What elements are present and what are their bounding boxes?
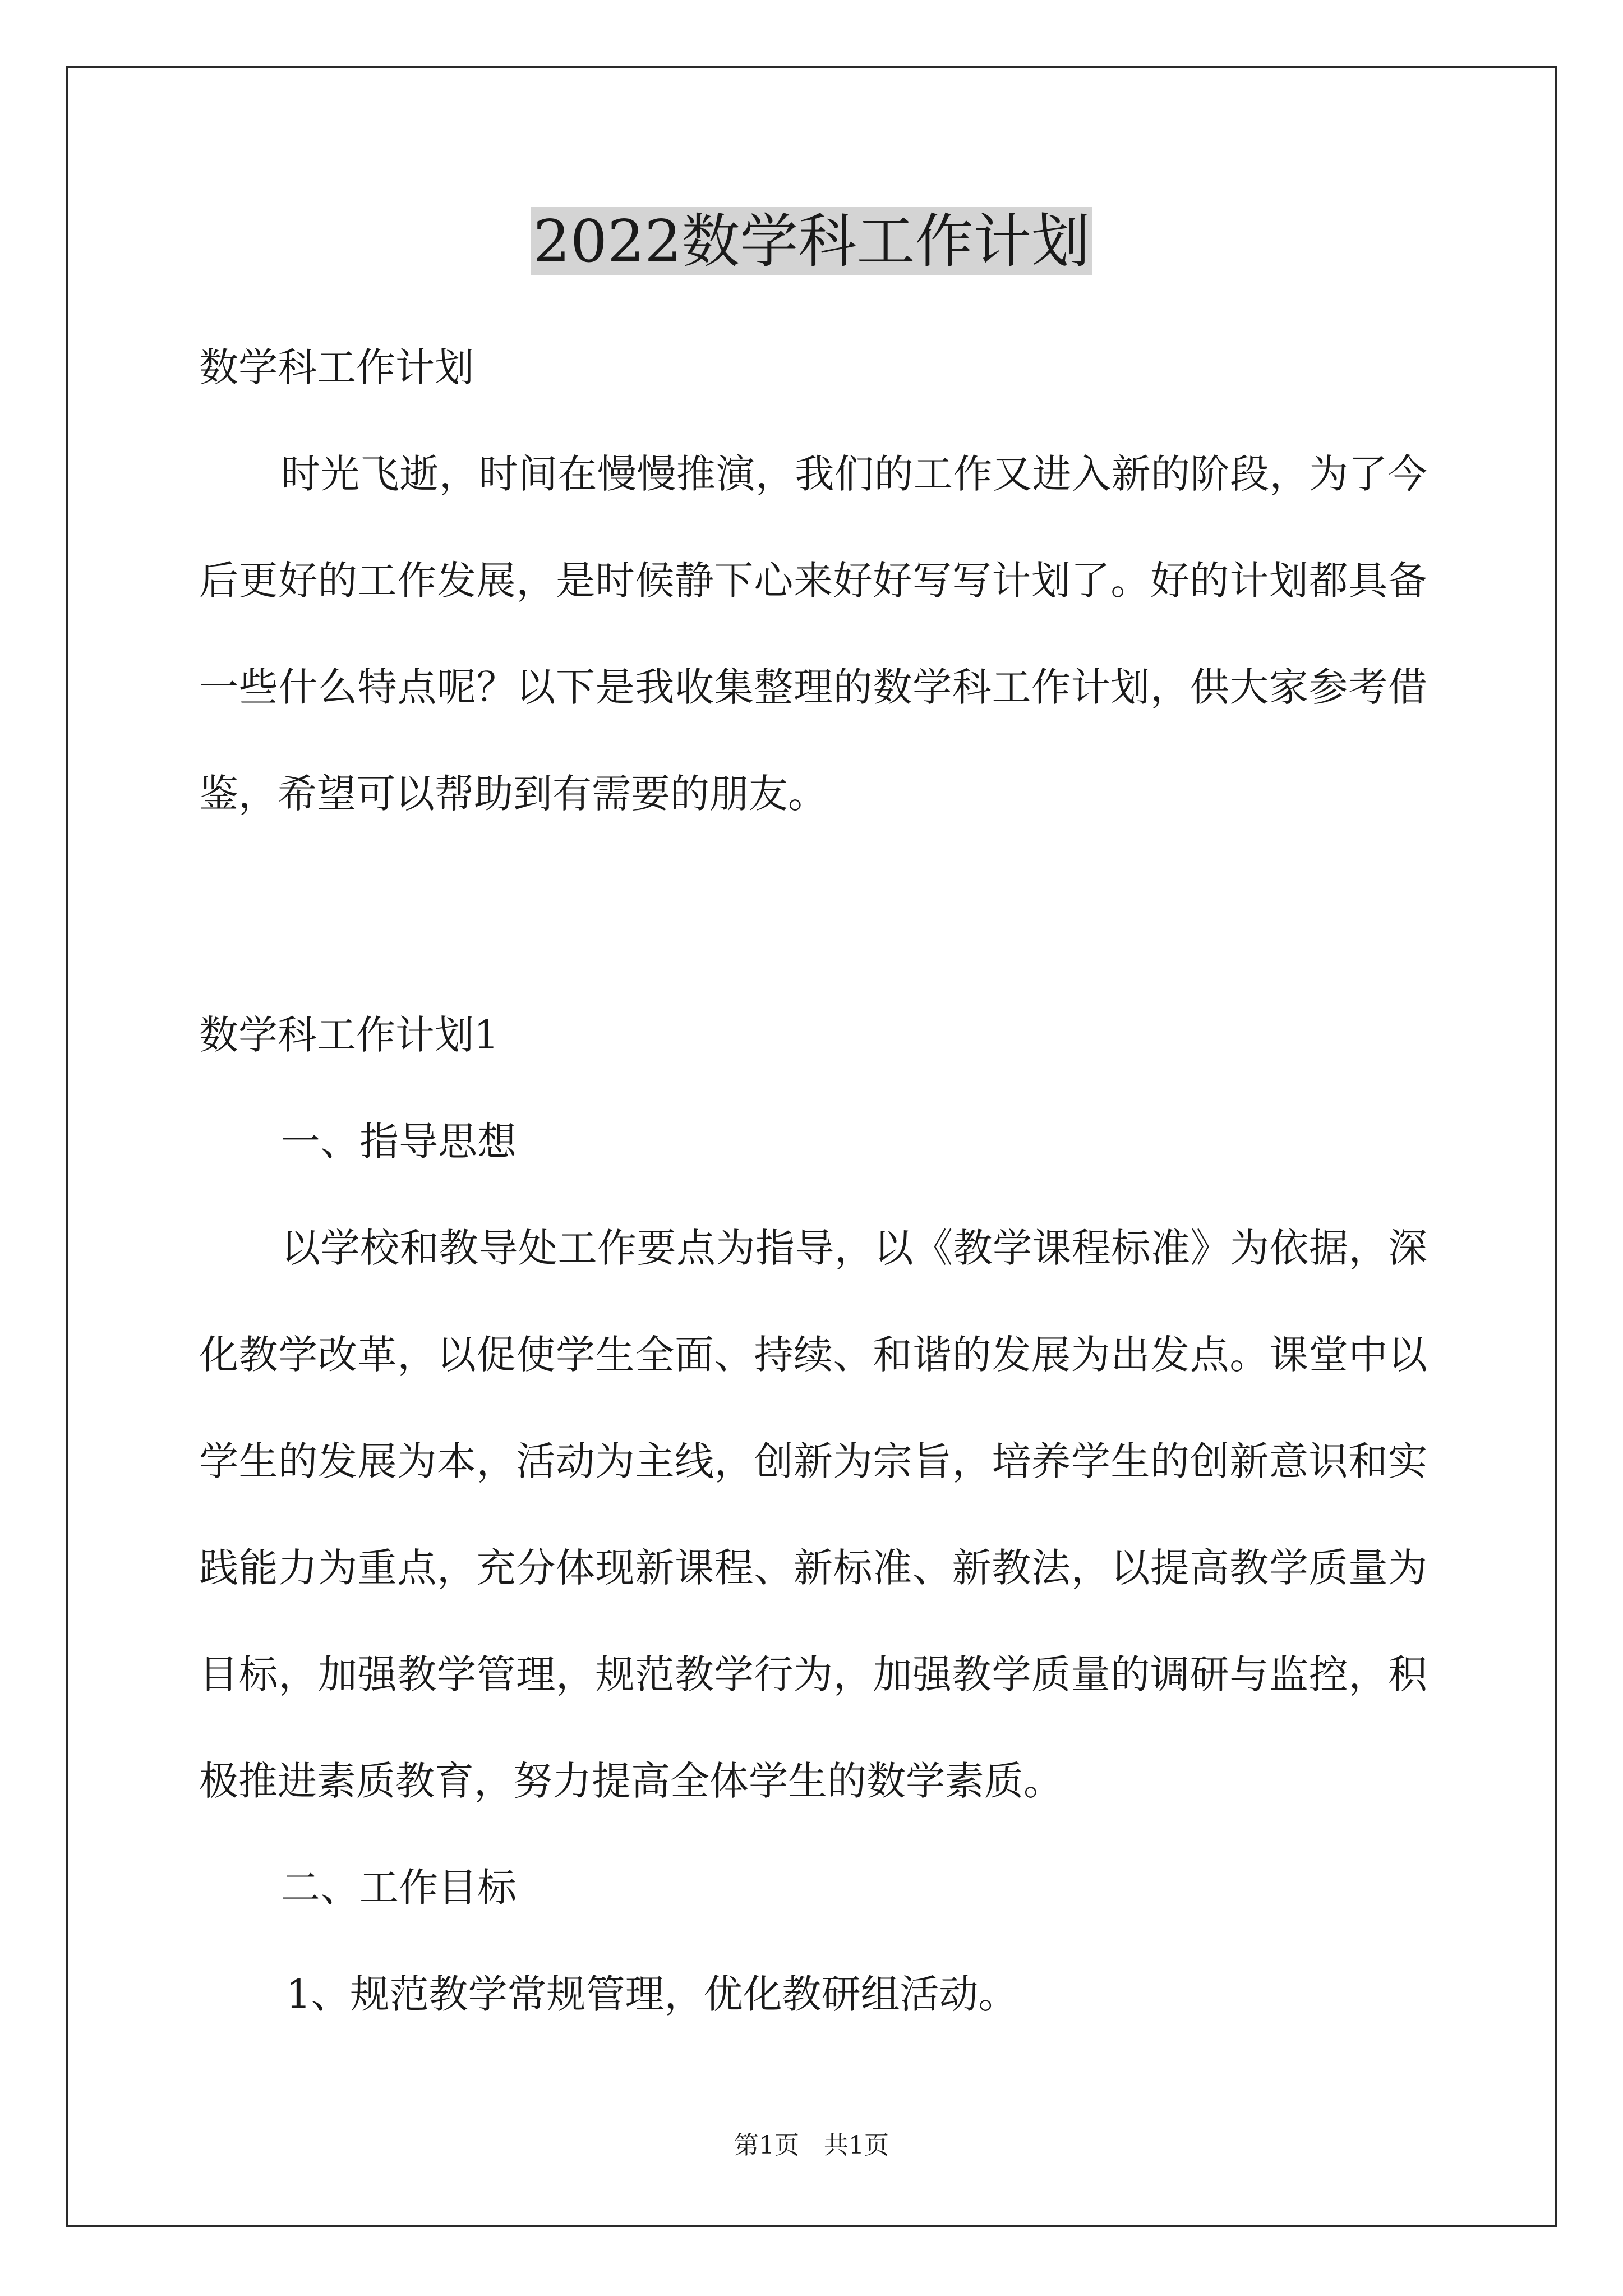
part2-heading: 二、工作目标 [281, 1865, 517, 1911]
document-title [0, 205, 1623, 278]
intro-paragraph: 时光飞逝，时间在慢慢推演，我们的工作又进入新的阶段，为了今后更好的工作发展，是时候静下心来好好写写计划了。好的计划都具备一些什么特点呢？以下是我收集整理的数学科工作计划，供大家参考借鉴，希望可以帮助到有需要的朋友。 [199, 451, 1427, 817]
part1-paragraph: 以学校和教导处工作要点为指导，以《教学课程标准》为依据，深化教学改革，以促使学生全面、持续、和谐的发展为出发点。课堂中以学生的发展为本，活动为主线，创新为宗旨，培养学生的创新意识和实践能力为重点，充分体现新课程、新标准、新教法，以提高教学质量为目标，加强教学管理，规范教学行为，加强教学质量的调研与监控，积极推进素质教育，努力提高全体学生的数学素质。 [199, 1225, 1427, 1804]
section-heading: 数学科工作计划1 [199, 1012, 499, 1058]
page-footer: 第1页 共1页 [734, 2131, 889, 2160]
part1-heading: 一、指导思想 [281, 1119, 517, 1165]
document-body [199, 314, 1427, 2047]
document-title-text: 2022数学科工作计划 [531, 207, 1092, 275]
part2-item-1: 1、规范教学常规管理，优化教研组活动。 [286, 1971, 1018, 2017]
intro-heading: 数学科工作计划 [199, 344, 474, 390]
